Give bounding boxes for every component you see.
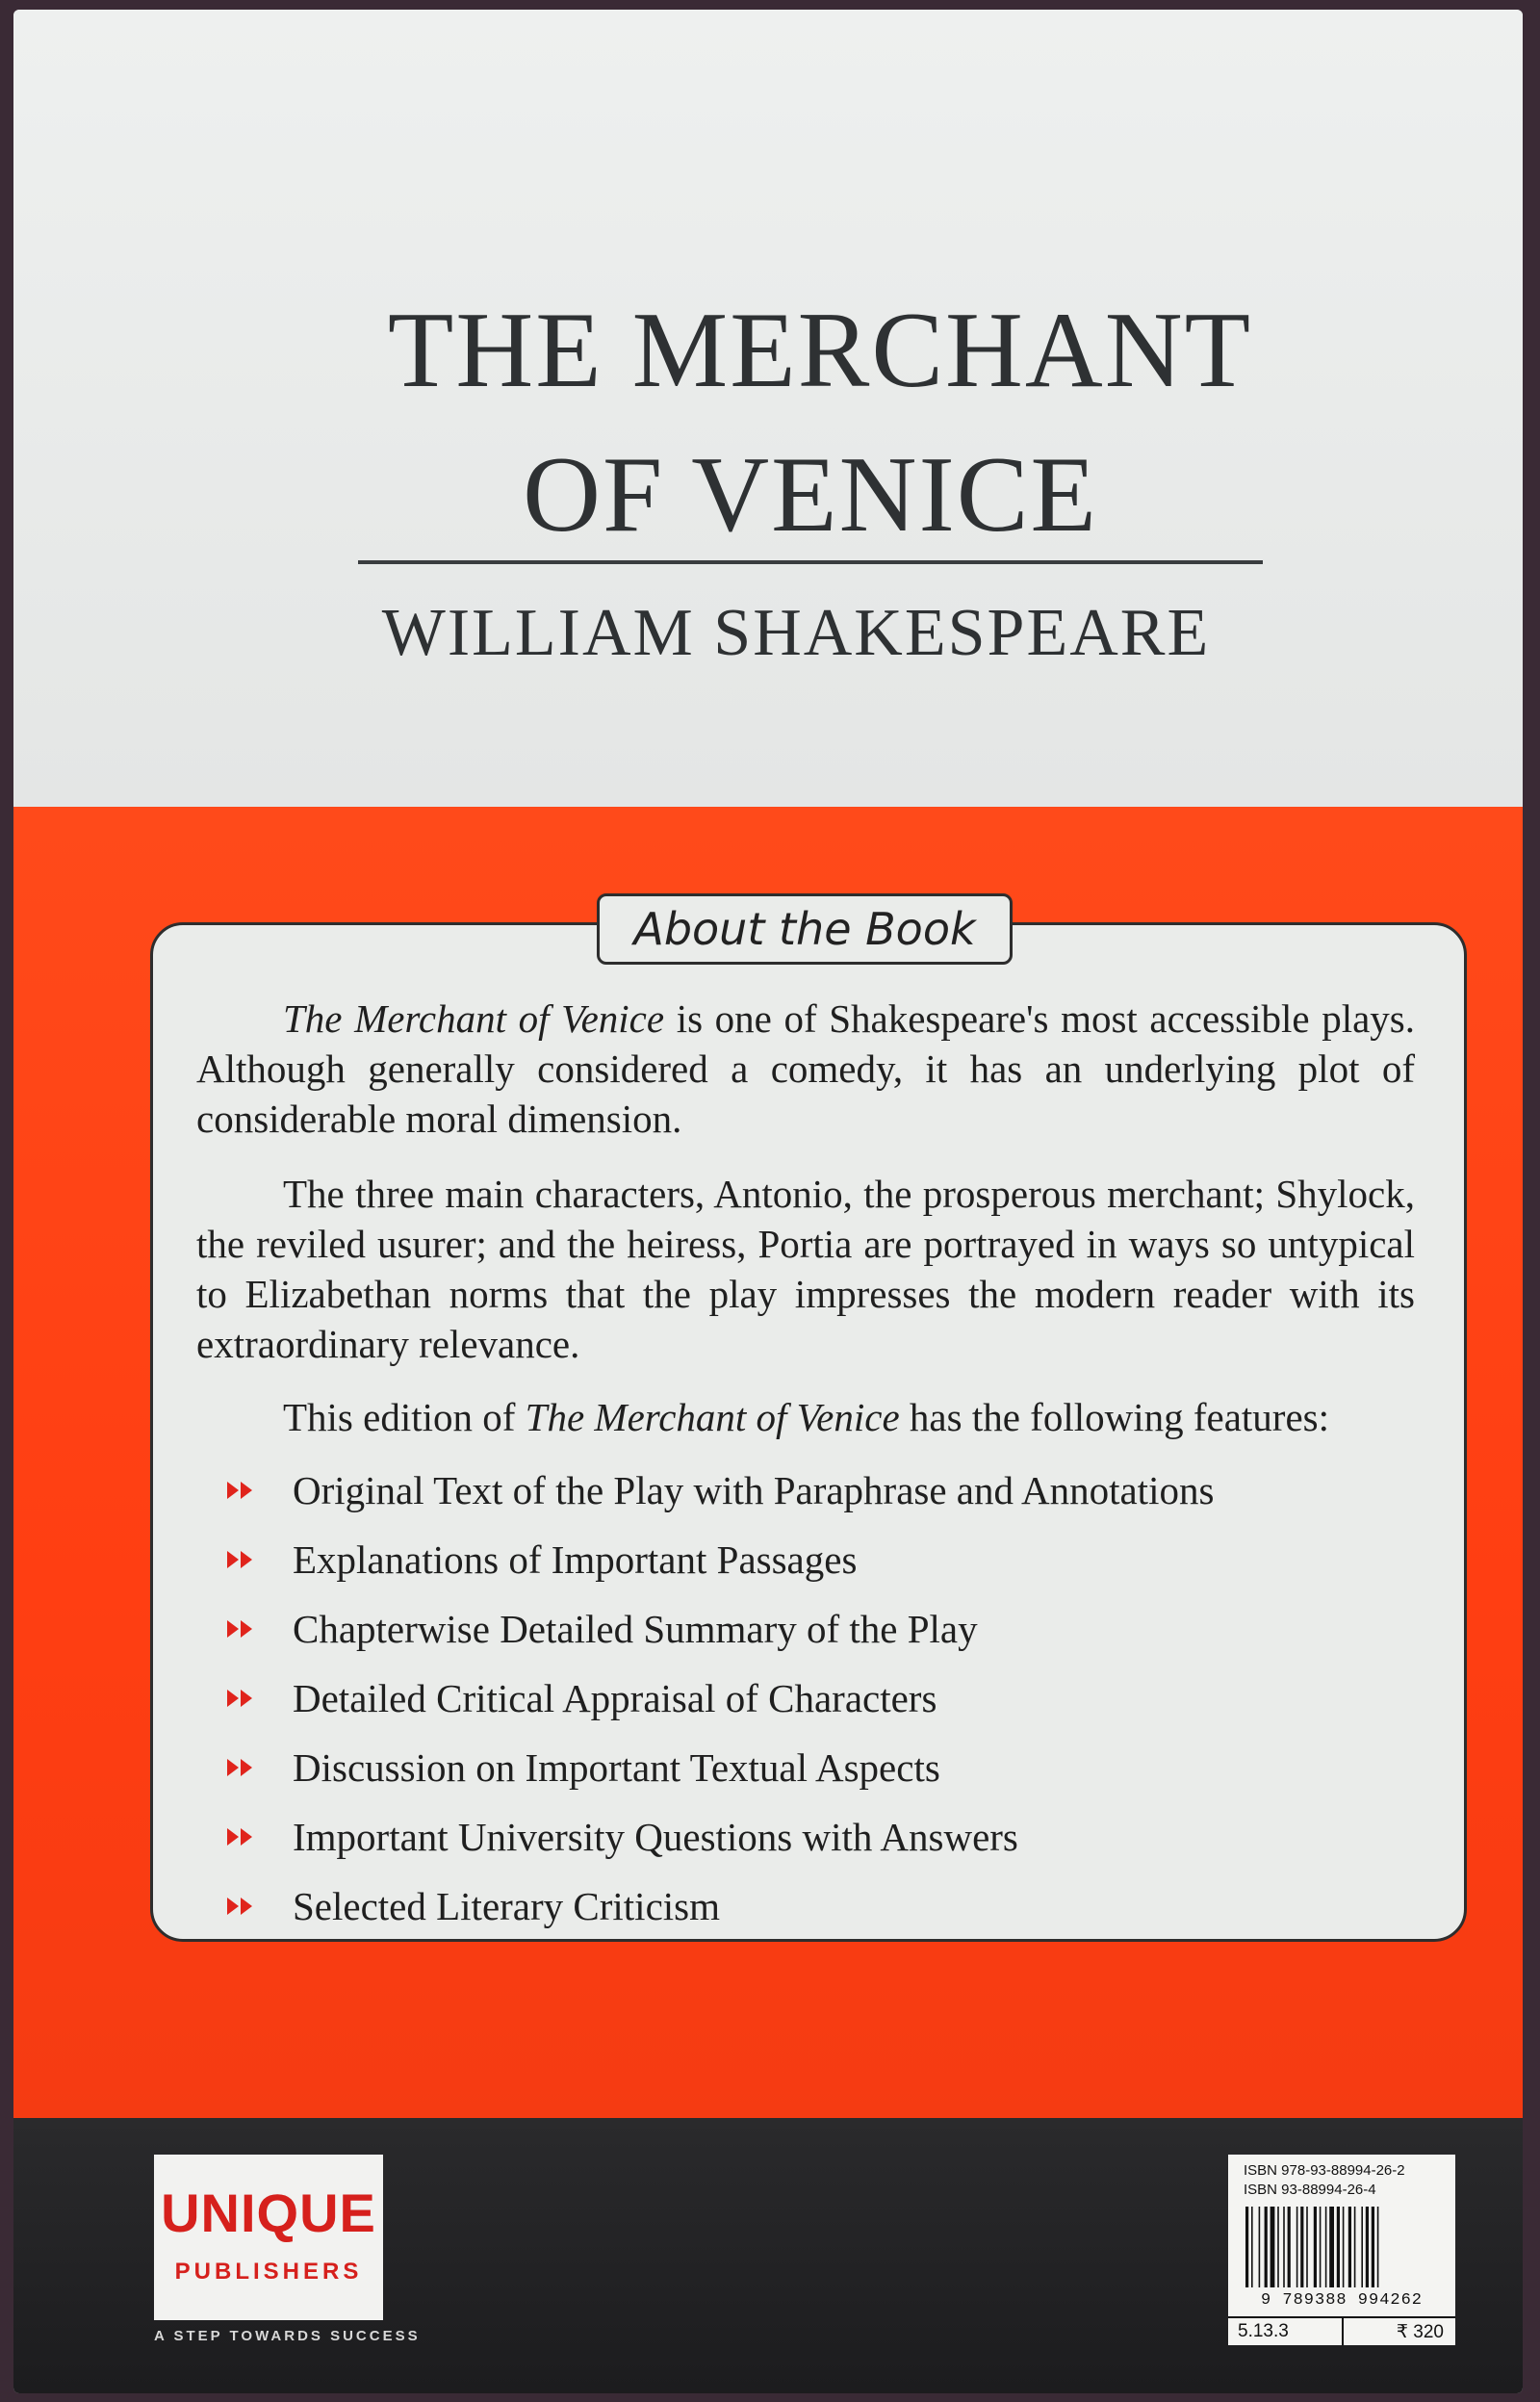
barcode-stripe	[1377, 2207, 1379, 2287]
double-arrow-bullet-icon	[225, 1617, 258, 1640]
feature-item	[293, 1465, 1214, 1535]
about-paragraph-1-title: The Merchant of Venice	[283, 996, 665, 1041]
feature-label: Selected Literary Criticism	[293, 1884, 721, 1928]
publisher-sub: PUBLISHERS	[174, 2259, 363, 2285]
barcode-stripe	[1245, 2207, 1248, 2287]
barcode-stripe	[1329, 2207, 1334, 2287]
isbn-10: ISBN 93-88994-26-4	[1244, 2182, 1376, 2198]
about-paragraph-2: The three main characters, Antonio, the prosperous merchant; Shylock, the reviled usurer; and the heiress, Portia are portrayed in ways so untypical to Elizabethan norms that the play impresses the modern reader with its extraordinary relevance.	[196, 1172, 1415, 1366]
feature-item	[293, 1673, 1214, 1743]
price: ₹ 320	[1396, 2322, 1444, 2342]
barcode-stripe	[1277, 2207, 1279, 2287]
about-paragraph-1-text: is one of Shakespeare's most accessible plays. Although generally considered a comedy, it has an underlying plot of considerable moral dimension.	[196, 996, 1415, 1141]
feature-label: Discussion on Important Textual Aspects	[293, 1745, 940, 1790]
barcode-stripe	[1354, 2207, 1356, 2287]
double-arrow-bullet-icon	[225, 1895, 258, 1918]
barcode-stripe	[1320, 2207, 1322, 2287]
barcode-stripe	[1325, 2207, 1327, 2287]
publisher-logo	[154, 2155, 383, 2320]
book-back-cover	[13, 10, 1523, 2393]
barcode-stripe	[1366, 2207, 1369, 2287]
barcode-stripe	[1361, 2207, 1363, 2287]
barcode-stripe	[1372, 2207, 1374, 2287]
barcode-stripe	[1270, 2207, 1275, 2287]
about-paragraph-3-prefix: This edition of	[283, 1395, 526, 1439]
feature-label: Chapterwise Detailed Summary of the Play	[293, 1607, 978, 1651]
double-arrow-bullet-icon	[225, 1756, 258, 1779]
double-arrow-bullet-icon	[225, 1548, 258, 1571]
barcode-stripe	[1306, 2207, 1308, 2287]
about-paragraph-1	[196, 994, 1415, 1144]
barcode-stripe	[1259, 2207, 1261, 2287]
publisher-tagline: A STEP TOWARDS SUCCESS	[154, 2328, 421, 2344]
title-divider	[358, 560, 1263, 564]
price-row	[1228, 2316, 1455, 2345]
about-paragraph-3-title: The Merchant of Venice	[525, 1395, 900, 1439]
catalog-code: 5.13.3	[1238, 2321, 1289, 2341]
barcode-stripe	[1288, 2207, 1291, 2287]
feature-label: Important University Questions with Answers	[293, 1815, 1018, 1859]
about-paragraph-3-suffix: has the following features:	[899, 1395, 1329, 1439]
feature-item	[293, 1881, 1214, 1950]
double-arrow-bullet-icon	[225, 1479, 258, 1502]
about-heading: About the Book	[597, 893, 1013, 965]
barcode-number: 9 789388 994262	[1260, 2291, 1424, 2310]
barcode-stripe	[1251, 2207, 1253, 2287]
features-list	[293, 1465, 1214, 1950]
isbn-13: ISBN 978-93-88994-26-2	[1244, 2162, 1405, 2179]
barcode-stripe	[1283, 2207, 1285, 2287]
isbn-barcode-label	[1228, 2155, 1455, 2345]
feature-label: Original Text of the Play with Paraphrase and Annotations	[293, 1468, 1215, 1512]
cover-top-section	[13, 10, 1523, 807]
barcode-stripe	[1337, 2207, 1340, 2287]
book-title-line-1: THE MERCHANT	[387, 291, 1253, 410]
feature-label: Detailed Critical Appraisal of Characters	[293, 1676, 937, 1720]
barcode-stripe	[1314, 2207, 1317, 2287]
feature-label: Explanations of Important Passages	[293, 1537, 858, 1582]
feature-item	[293, 1535, 1214, 1604]
feature-item	[293, 1604, 1214, 1673]
feature-item	[293, 1743, 1214, 1812]
book-title-line-2: OF VENICE	[523, 435, 1098, 555]
feature-item	[293, 1812, 1214, 1881]
publisher-name: UNIQUE	[161, 2182, 376, 2243]
barcode-stripe	[1296, 2207, 1298, 2287]
about-paragraph-3	[196, 1392, 1415, 1442]
barcode-bars	[1244, 2207, 1440, 2287]
book-author: WILLIAM SHAKESPEARE	[381, 596, 1211, 670]
barcode-stripe	[1265, 2207, 1268, 2287]
barcode-stripe	[1348, 2207, 1351, 2287]
barcode-stripe	[1300, 2207, 1303, 2287]
barcode-stripe	[1343, 2207, 1345, 2287]
double-arrow-bullet-icon	[225, 1687, 258, 1710]
price-row-divider	[1342, 2318, 1344, 2345]
double-arrow-bullet-icon	[225, 1825, 258, 1848]
